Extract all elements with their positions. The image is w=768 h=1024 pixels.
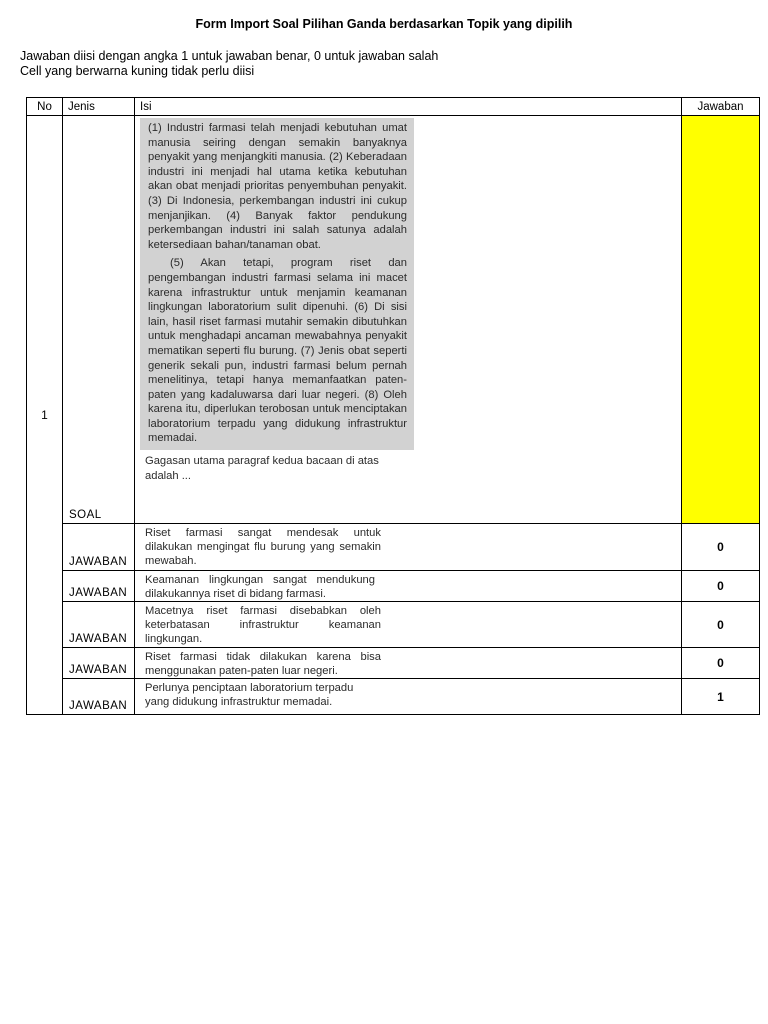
answer-row [27,648,760,679]
answer-value-cell[interactable]: 0 [682,648,760,679]
answer-option-text: Macetnya riset farmasi disebabkan oleh keterbatasan infrastruktur keamanan lingkungan. [145,605,381,645]
header-no: No [27,98,63,116]
answer-option-text: Riset farmasi sangat mendesak untuk dilakukan mengingat flu burung yang semakin mewabah. [145,527,381,567]
answer-type-label: JAWABAN [63,524,135,571]
answer-option-cell[interactable] [135,571,682,602]
answer-value-cell[interactable]: 0 [682,602,760,648]
reading-passage [140,118,414,450]
answer-row [27,571,760,602]
answer-type-label: JAWABAN [63,648,135,679]
answer-option-cell[interactable] [135,648,682,679]
passage-paragraph-2: (5) Akan tetapi, program riset dan pengembangan industri farmasi selama ini macet karena infrastruktur untuk menjamin keamanan lingkungan laboratorium sulit dipenuhi. (6) Di sisi lain, hasil riset farmasi mutahir semakin dibutuhkan untuk menghadapi ancaman mewabahnya penyakit mematikan seperti flu burung. (7) Jenis obat seperti generik sekali pun, industri farmasi belum pernah menelitinya, tetapi hanya memanfaatkan paten-paten yang kadaluwarsa dari luar negeri. (8) Oleh karena itu, diperlukan terobosan untuk menciptakan laboratorium terpadu yang didukung infrastruktur memadai. [148,257,407,445]
instruction-yellow-cells: Cell yang berwarna kuning tidak perlu diisi [20,64,255,78]
soal-answer-cell-disabled [682,116,760,524]
answer-option-cell[interactable] [135,602,682,648]
answer-value-cell[interactable]: 0 [682,571,760,602]
answer-option-text: Keamanan lingkungan sangat mendukung dilakukannya riset di bidang farmasi. [145,574,375,600]
question-table [26,97,760,715]
question-text: Gagasan utama paragraf kedua bacaan di atas adalah ... [145,455,379,482]
header-jawaban: Jawaban [682,98,760,116]
answer-row [27,679,760,715]
passage-paragraph-1: (1) Industri farmasi telah menjadi kebutuhan umat manusia seiring dengan semakin banyaknya penyakit yang menjangkiti manusia. (2) Keberadaan industri ini menjadi hal utama ketika kebutuhan akan obat menjadi prioritas penyembuhan penyakit. (3) Di Indonesia, perkembangan industri ini cukup menjanjikan. (4) Banyak faktor pendukung perkembangan industri ini salah satunya adalah ketersediaan bahan/tanaman obat. [148,122,407,251]
header-isi: Isi [135,98,682,116]
answer-row [27,602,760,648]
instructions [20,49,438,79]
answer-type-label: JAWABAN [63,679,135,715]
answer-row [27,524,760,571]
instruction-answer-format: Jawaban diisi dengan angka 1 untuk jawaban benar, 0 untuk jawaban salah [20,49,439,63]
soal-row [27,116,760,524]
answer-option-text: Riset farmasi tidak dilakukan karena bisa menggunakan paten-paten luar negeri. [145,651,381,677]
form-title: Form Import Soal Pilihan Ganda berdasarkan Topik yang dipilih [195,17,573,31]
answer-type-label: JAWABAN [63,602,135,648]
answer-option-text: Perlunya penciptaan laboratorium terpadu yang didukung infrastruktur memadai. [145,682,354,708]
soal-type-label: SOAL [63,116,135,524]
answer-value-cell[interactable]: 1 [682,679,760,715]
header-jenis: Jenis [63,98,135,116]
answer-option-cell[interactable] [135,679,682,715]
table-header-row [27,98,760,116]
answer-value-cell[interactable]: 0 [682,524,760,571]
soal-content-cell[interactable] [135,116,682,524]
answer-type-label: JAWABAN [63,571,135,602]
answer-option-cell[interactable] [135,524,682,571]
question-number: 1 [27,116,63,715]
